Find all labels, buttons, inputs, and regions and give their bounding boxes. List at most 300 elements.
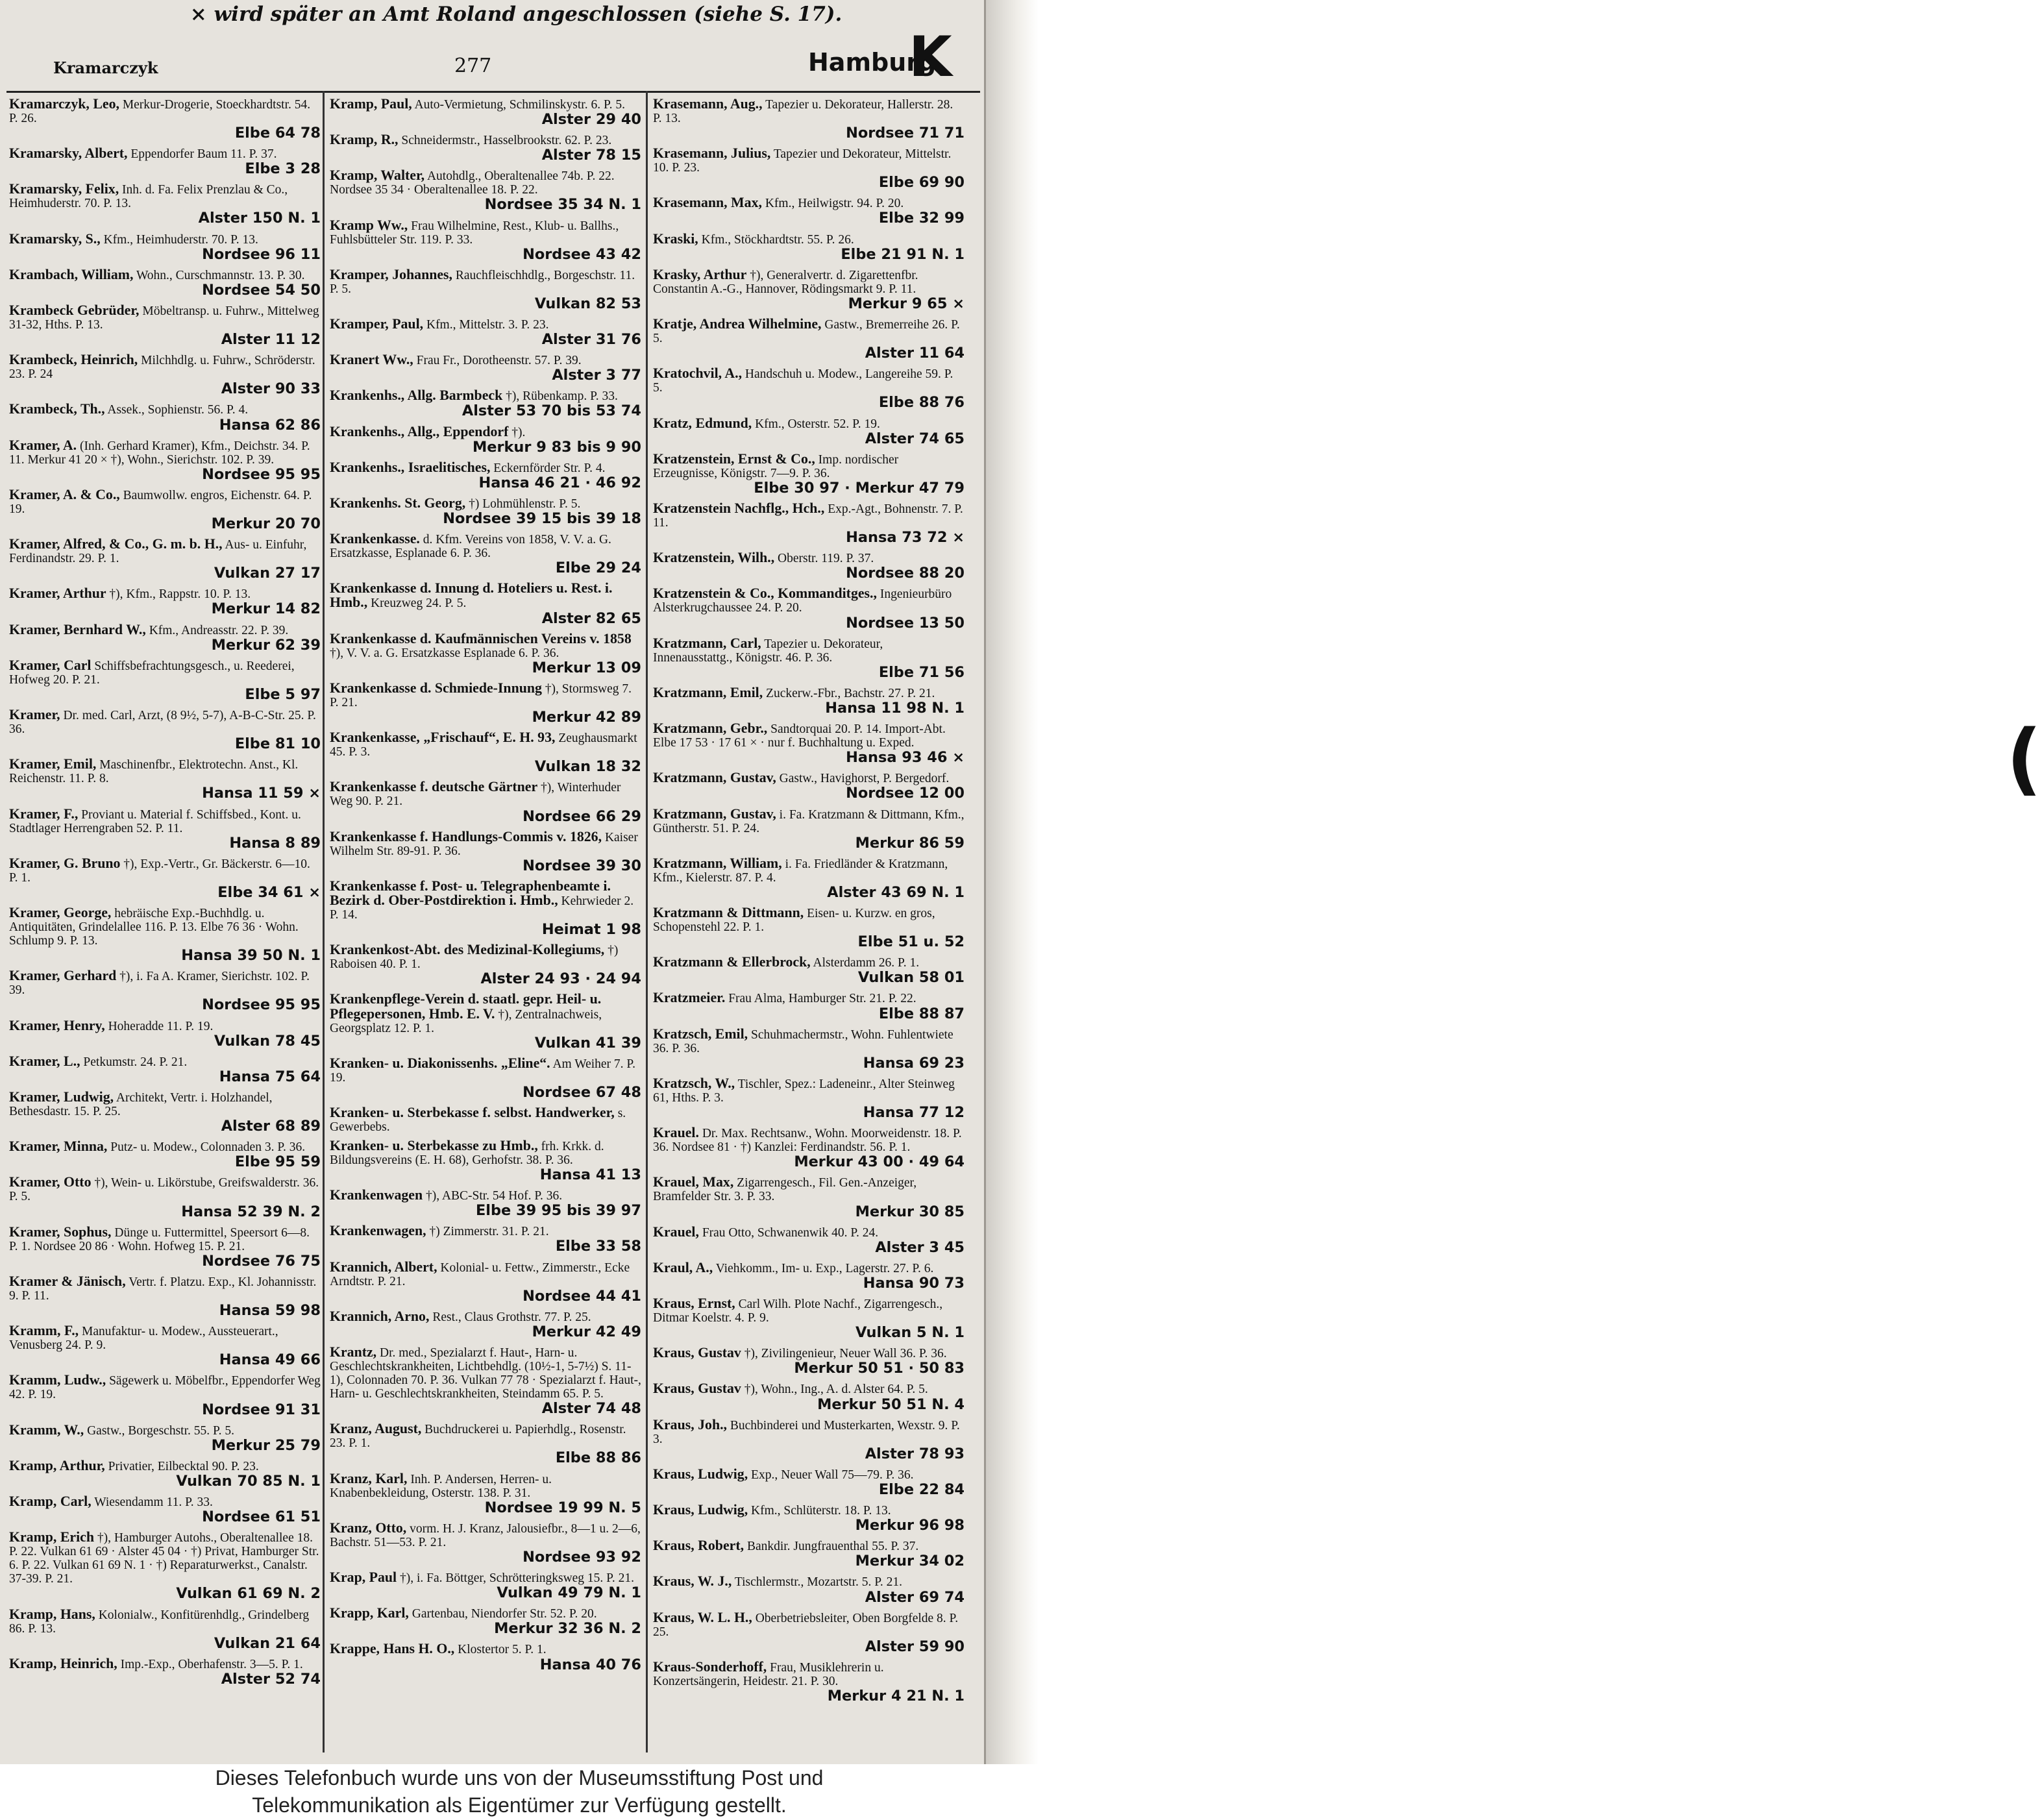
entry-phone-number: Alster 3 45 — [875, 1238, 965, 1256]
entry-name: Kratzenstein & Co., Kommanditges., — [653, 585, 877, 602]
entry-phone-number: Hansa 77 12 — [863, 1104, 965, 1122]
entry-details: †) Raboisen 40. P. 1. — [330, 944, 619, 972]
entry-phone-number: Alster 3 77 — [552, 367, 641, 384]
entry-name: Kratzsch, W., — [653, 1075, 735, 1091]
entry-name: Kramp Ww., — [330, 217, 408, 233]
directory-entry — [652, 1259, 966, 1294]
entry-details: Auto-Vermietung, Schmilinskystr. 6. P. 5. — [414, 97, 626, 112]
entry-details: Viehkomm., Im- u. Exp., Lagerstr. 27. P. 6. — [715, 1261, 934, 1275]
entry-details: Gastw., Borgeschstr. 55. P. 5. — [87, 1423, 235, 1438]
entry-name: Kramer, Henry, — [9, 1017, 105, 1033]
directory-entry — [328, 580, 643, 630]
entry-details: Hoheradde 11. P. 19. — [108, 1019, 214, 1033]
entry-details: †), Generalvertr. d. Zigarettenfbr. Constantin A.-G., Hannover, Rödingsmarkt 9. P. 11. — [653, 268, 918, 296]
entry-phone-number: Alster 52 74 — [221, 1670, 321, 1688]
entry-phone-number: Vulkan 5 N. 1 — [855, 1324, 965, 1342]
entry-name: Kramer, Alfred, & Co., G. m. b. H., — [9, 536, 223, 552]
column-divider — [323, 91, 325, 1752]
page-number: 277 — [454, 55, 492, 77]
entry-name: Kratzmann, Gebr., — [653, 720, 768, 737]
page-edge — [986, 0, 2042, 1764]
directory-entry — [328, 1054, 643, 1103]
entry-phone-number: Nordsee 19 99 N. 5 — [484, 1499, 641, 1516]
entry-phone-number: Hansa 8 89 — [229, 834, 321, 852]
entry-phone-number: Alster 78 93 — [865, 1445, 965, 1462]
entry-details: †), Zentralnachweis, Georgsplatz 12. P. 1. — [330, 1007, 602, 1035]
directory-entry — [328, 1470, 643, 1519]
entry-phone-number: Alster 31 76 — [541, 331, 641, 349]
entry-name: Kramer, Emil, — [9, 756, 97, 772]
entry-phone-number: Hansa 52 39 N. 2 — [181, 1203, 321, 1220]
entry-phone-number: Nordsee 93 92 — [523, 1548, 641, 1566]
directory-entry — [652, 1124, 966, 1173]
entry-phone-number: Alster 29 40 — [541, 110, 641, 128]
entry-name: Krankenkost-Abt. des Medizinal-Kollegiums, — [330, 942, 605, 958]
entry-name: Kramer, A. & Co., — [9, 486, 120, 502]
entry-details: Exp.-Agt., Bohnenstr. 7. P. 11. — [653, 502, 963, 530]
directory-entry — [652, 585, 966, 634]
entry-phone-number: Merkur 25 79 — [211, 1436, 321, 1454]
entry-details: Gastw., Bremerreihe 26. P. 5. — [653, 318, 960, 346]
entry-details: †). — [511, 425, 526, 439]
entry-name: Kratzmann, Emil, — [653, 684, 763, 700]
entry-name: Kramer, Carl — [9, 657, 92, 673]
entry-phone-number: Hansa 11 59 × — [202, 785, 321, 802]
entry-name: Krankenkasse f. Post- u. Telegraphenbeamte i. Bezirk d. Ober-Postdirektion i. Hmb., — [330, 878, 611, 908]
entry-name: Kratje, Andrea Wilhelmine, — [653, 316, 822, 332]
directory-entry — [652, 364, 966, 413]
entry-details: Frau Fr., Dorotheenstr. 57. P. 39. — [416, 354, 582, 368]
entry-name: Krankenwagen, — [330, 1223, 426, 1239]
directory-entry — [8, 1528, 322, 1605]
directory-entry — [328, 1258, 643, 1307]
entry-name: Kramp, Heinrich, — [9, 1655, 117, 1671]
entry-details: Am Weiher 7. P. 19. — [330, 1057, 635, 1085]
entry-phone-number: Nordsee 71 71 — [846, 125, 965, 142]
entry-phone-number: Elbe 34 61 × — [217, 883, 321, 901]
entry-name: Kramp, Erich — [9, 1529, 94, 1545]
entry-name: Kramer, Ludwig, — [9, 1088, 114, 1105]
entry-name: Kranert Ww., — [330, 352, 413, 368]
directory-entry — [652, 719, 966, 769]
directory-entry — [652, 265, 966, 315]
entry-details: Dr. med. Carl, Arzt, (8 9½, 5-7), A-B-C-Str. 25. P. 36. — [9, 709, 316, 737]
directory-entry — [328, 458, 643, 494]
entry-details: Schuhmachermstr., Wohn. Fuhlentwiete 36. P. 36. — [653, 1027, 953, 1055]
entry-details: Zuckerw.-Fbr., Bachstr. 27. P. 21. — [766, 686, 935, 700]
entry-name: Kramm, F., — [9, 1323, 79, 1339]
entry-details: †), Winterhuder Weg 90. P. 21. — [330, 781, 621, 809]
entry-details: †), Wohn., Ing., A. d. Alster 64. P. 5. — [744, 1383, 928, 1397]
entry-details: hebräische Exp.-Buchhdlg. u. Antiquitäten, Grindelallee 116. P. 13. Elbe 76 36 · Wohn. Schlump 9. P. 13. — [9, 907, 299, 948]
entry-details: Alsterdamm 26. P. 1. — [813, 956, 920, 970]
entry-name: Kramer, Bernhard W., — [9, 621, 146, 637]
entry-name: Kranken- u. Diakonissenhs. „Eline“. — [330, 1055, 550, 1071]
entry-phone-number: Alster 53 70 bis 53 74 — [461, 402, 641, 420]
entry-details: †), i. Fa A. Kramer, Sierichstr. 102. P. 39. — [9, 970, 310, 998]
entry-details: †), Zivilingenieur, Neuer Wall 36. P. 36. — [744, 1347, 947, 1361]
entry-phone-number: Merkur 50 51 N. 4 — [817, 1396, 965, 1413]
entry-name: Kramper, Johannes, — [330, 266, 452, 282]
directory-entry — [328, 166, 643, 215]
entry-details: Tapezier u. Dekorateur, Hallerstr. 28. P. 13. — [653, 97, 953, 125]
entry-phone-number: Vulkan 49 79 N. 1 — [497, 1584, 641, 1602]
directory-entry — [8, 585, 322, 621]
entry-phone-number: Alster 150 N. 1 — [198, 210, 321, 227]
entry-phone-number: Merkur 42 89 — [532, 709, 641, 726]
entry-name: Krankenpflege-Verein d. staatl. gepr. Heil- u. Pflegepersonen, Hmb. E. V. — [330, 991, 602, 1022]
entry-phone-number: Hansa 59 98 — [219, 1302, 321, 1320]
entry-name: Kramm, W., — [9, 1421, 84, 1438]
footer-notice — [0, 1764, 1039, 1820]
entry-phone-number: Merkur 43 00 · 49 64 — [794, 1153, 965, 1171]
directory-entry — [652, 1465, 966, 1501]
entry-phone-number: Merkur 42 49 — [532, 1323, 641, 1340]
entry-name: Krappe, Hans H. O., — [330, 1641, 455, 1657]
entry-details: Zigarrengesch., Fil. Gen.-Anzeiger, Bramfelder Str. 3. P. 33. — [653, 1176, 917, 1204]
entry-phone-number: Nordsee 88 20 — [846, 565, 965, 582]
entry-phone-number: Merkur 13 09 — [532, 659, 641, 676]
entry-details: i. Fa. Kratzmann & Dittmann, Kfm., Güntherstr. 51. P. 24. — [653, 807, 965, 835]
directory-entry — [652, 1573, 966, 1608]
entry-name: Kramer, Otto — [9, 1174, 92, 1190]
directory-entry — [328, 630, 643, 679]
entry-details: †), Wein- u. Likörstube, Greifswalderstr. 36. P. 5. — [9, 1176, 319, 1204]
entry-name: Krauel. — [653, 1125, 699, 1141]
entry-phone-number: Merkur 86 59 — [855, 834, 965, 852]
directory-entry — [652, 953, 966, 989]
entry-details: Kfm., Stöckhardtstr. 55. P. 26. — [701, 232, 854, 247]
entry-details: s. Gewerbebs. — [330, 1107, 626, 1135]
directory-entry — [8, 706, 322, 755]
entry-name: Krankenhs. St. Georg, — [330, 495, 466, 511]
entry-name: Krapp, Karl, — [330, 1605, 409, 1621]
directory-entry — [8, 1137, 322, 1173]
directory-entry — [328, 387, 643, 423]
entry-name: Krankenhs., Allg., Eppendorf — [330, 423, 509, 439]
entry-name: Krankenkasse d. Innung d. Hoteliers u. Rest. i. Hmb., — [330, 580, 613, 611]
directory-entry — [8, 1492, 322, 1528]
directory-entry — [8, 1421, 322, 1457]
header-rule — [6, 91, 980, 93]
entry-details: Vertr. f. Platzu. Exp., Kl. Johannisstr. 9. P. 11. — [9, 1275, 317, 1303]
directory-entry — [8, 180, 322, 229]
entry-phone-number: Merkur 4 21 N. 1 — [827, 1688, 965, 1705]
entry-name: Krankenkasse, „Frischauf“, E. H. 93, — [330, 730, 556, 746]
entry-name: Kramer, Sophus, — [9, 1224, 112, 1240]
entry-details: Schiffsbefrachtungsgesch., u. Reederei, Hofweg 20. P. 21. — [9, 659, 295, 687]
directory-entry — [652, 904, 966, 953]
entry-name: Krankenkasse f. Handlungs-Commis v. 1826, — [330, 828, 602, 844]
footer-line-2: Telekommunikation als Eigentümer zur Verfügung gestellt. — [252, 1793, 787, 1817]
entry-name: Kranz, August, — [330, 1421, 422, 1437]
directory-entry — [8, 350, 322, 400]
directory-entry — [8, 230, 322, 265]
entry-details: Manufaktur- u. Modew., Aussteuerart., Venusberg 24. P. 9. — [9, 1325, 278, 1353]
directory-entry — [328, 1222, 643, 1257]
directory-entry — [8, 621, 322, 656]
entry-phone-number: Hansa 93 46 × — [846, 749, 965, 767]
directory-entry — [328, 778, 643, 828]
entry-details: Imp.-Exp., Oberhafenstr. 3—5. P. 1. — [120, 1657, 303, 1671]
entry-details: frh. Krkk. d. Bildungsvereins (E. H. 68), Gerhofstr. 38. P. 36. — [330, 1139, 604, 1167]
entry-details: Eppendorfer Baum 11. P. 37. — [130, 147, 277, 162]
entry-name: Kramper, Paul, — [330, 316, 424, 332]
entry-name: Krannich, Albert, — [330, 1259, 437, 1275]
entry-phone-number: Vulkan 21 64 — [214, 1634, 321, 1652]
entry-details: Tischler, Spez.: Ladeneinr., Alter Steinweg 61, Hths. P. 3. — [653, 1077, 955, 1105]
entry-phone-number: Nordsee 44 41 — [523, 1287, 641, 1305]
entry-name: Kraus-Sonderhoff, — [653, 1658, 767, 1675]
directory-entry — [328, 530, 643, 579]
entry-phone-number: Vulkan 41 39 — [534, 1034, 641, 1051]
entry-phone-number: Hansa 40 76 — [539, 1656, 641, 1673]
entry-name: Kratzmann, William, — [653, 855, 782, 871]
entry-details: Tapezier und Dekorateur, Mittelstr. 10. P. 23. — [653, 147, 952, 175]
directory-entry — [328, 315, 643, 350]
entry-details: Inh. P. Andersen, Herren- u. Knabenbekleidung, Osterstr. 138. P. 31. — [330, 1472, 552, 1500]
entry-phone-number: Merkur 50 51 · 50 83 — [794, 1360, 965, 1377]
entry-name: Kraus, W. J., — [653, 1573, 732, 1590]
entry-phone-number: Vulkan 18 32 — [534, 758, 641, 776]
entry-details: Oberstr. 119. P. 37. — [778, 552, 874, 566]
entry-name: Krasemann, Aug., — [653, 95, 763, 112]
entry-phone-number: Alster 43 69 N. 1 — [827, 883, 965, 901]
entry-details: Kfm., Heilwigstr. 94. P. 20. — [765, 197, 904, 211]
directory-entry — [8, 144, 322, 180]
directory-entry — [328, 1568, 643, 1604]
entry-phone-number: Alster 78 15 — [541, 147, 641, 164]
entry-phone-number: Elbe 95 59 — [234, 1153, 321, 1171]
entry-name: Krauel, — [653, 1224, 699, 1240]
entry-phone-number: Merkur 96 98 — [855, 1517, 965, 1534]
directory-entry — [328, 1103, 643, 1137]
entry-details: Carl Wilh. Plote Nachf., Zigarrengesch., Ditmar Koelstr. 4. P. 9. — [653, 1297, 943, 1325]
entry-name: Kramer, Gerhard — [9, 968, 117, 984]
entry-details: Exp., Neuer Wall 75—79. P. 36. — [751, 1468, 914, 1482]
directory-entry — [328, 130, 643, 166]
directory-entry — [328, 679, 643, 728]
directory-column-3 — [652, 95, 966, 1707]
entry-phone-number: Hansa 39 50 N. 1 — [181, 947, 321, 965]
entry-name: Kranz, Otto, — [330, 1519, 407, 1536]
directory-entry — [8, 400, 322, 436]
entry-phone-number: Nordsee 66 29 — [523, 807, 641, 825]
directory-entry — [652, 194, 966, 230]
entry-name: Krambach, William, — [9, 266, 134, 282]
directory-entry — [8, 966, 322, 1016]
entry-phone-number: Hansa 46 21 · 46 92 — [478, 474, 641, 491]
directory-entry — [328, 828, 643, 877]
entry-name: Kramp, Arthur, — [9, 1457, 105, 1473]
entry-phone-number: Elbe 71 56 — [878, 663, 965, 681]
entry-phone-number: Nordsee 91 31 — [202, 1401, 321, 1418]
entry-details: Aus- u. Einfuhr, Ferdinandstr. 29. P. 1. — [9, 538, 307, 566]
entry-details: Milchhdlg. u. Fuhrw., Schröderstr. 23. P. 24 — [9, 354, 315, 382]
section-letter: K — [909, 25, 952, 90]
entry-name: Kratzmann, Carl, — [653, 635, 761, 651]
entry-phone-number: Alster 90 33 — [221, 380, 321, 398]
entry-details: Buchbinderei und Musterkarten, Wexstr. 9. P. 3. — [653, 1418, 960, 1446]
directory-entry — [328, 95, 643, 130]
entry-phone-number: Elbe 64 78 — [234, 125, 321, 142]
entry-details: Kfm., Heimhuderstr. 70. P. 13. — [103, 232, 258, 247]
entry-details: Assek., Sophienstr. 56. P. 4. — [107, 403, 249, 417]
directory-entry — [652, 769, 966, 804]
entry-details: Eckernförder Str. P. 4. — [493, 461, 606, 475]
directory-entry — [328, 990, 643, 1054]
entry-name: Kratzmann, Gustav, — [653, 805, 776, 822]
entry-name: Krankenhs., Allg. Barmbeck — [330, 387, 503, 404]
directory-entry — [8, 1371, 322, 1421]
entry-details: Wohn., Curschmannstr. 13. P. 30. — [136, 268, 305, 282]
directory-entry — [652, 414, 966, 450]
directory-column-1 — [8, 95, 322, 1690]
entry-details: Schneidermstr., Hasselbrookstr. 62. P. 23. — [401, 134, 612, 148]
directory-entry — [328, 1604, 643, 1640]
entry-details: Tischlermstr., Mozartstr. 5. P. 21. — [734, 1575, 903, 1590]
entry-phone-number: Nordsee 95 95 — [202, 996, 321, 1014]
entry-name: Kramer, G. Bruno — [9, 855, 121, 871]
entry-details: †), Exp.-Vertr., Gr. Bäckerstr. 6—10. P. 1. — [9, 857, 310, 885]
entry-phone-number: Elbe 88 86 — [555, 1449, 641, 1467]
entry-phone-number: Nordsee 39 30 — [523, 857, 641, 874]
entry-phone-number: Elbe 32 99 — [878, 210, 965, 227]
entry-name: Kraus, Robert, — [653, 1538, 744, 1554]
entry-name: Kramer, — [9, 707, 60, 723]
entry-phone-number: Vulkan 27 17 — [214, 565, 321, 582]
directory-entry — [8, 904, 322, 966]
entry-name: Krap, Paul — [330, 1569, 397, 1586]
entry-phone-number: Elbe 88 76 — [878, 394, 965, 412]
entry-details: Architekt, Vertr. i. Holzhandel, Bethesdastr. 15. P. 25. — [9, 1090, 273, 1119]
entry-details: Merkur-Drogerie, Stoeckhardtstr. 54. P. 26. — [9, 97, 311, 125]
directory-entry — [328, 877, 643, 941]
directory-entry — [652, 315, 966, 364]
entry-details: Kreuzweg 24. P. 5. — [371, 596, 467, 611]
directory-page — [0, 0, 986, 1764]
entry-name: Kratochvil, A., — [653, 365, 743, 382]
exchange-notice: × wird später an Amt Roland angeschlossen (siehe S. 17). — [190, 3, 843, 26]
directory-entry — [328, 1343, 643, 1420]
entry-details: vorm. H. J. Kranz, Jalousiefbr., 8—1 u. 2—6, Bachstr. 51—53. P. 21. — [330, 1521, 641, 1549]
entry-name: Kramarsky, Albert, — [9, 145, 128, 162]
entry-name: Kramarczyk, Leo, — [9, 95, 119, 112]
directory-entry — [328, 216, 643, 265]
directory-entry — [652, 805, 966, 854]
entry-phone-number: Hansa 69 23 — [863, 1054, 965, 1072]
directory-entry — [8, 265, 322, 301]
entry-details: Kfm., Schlüterstr. 18. P. 13. — [751, 1504, 891, 1518]
entry-details: †), Kfm., Rappstr. 10. P. 13. — [109, 587, 251, 602]
entry-phone-number: Nordsee 35 34 N. 1 — [484, 196, 641, 214]
entry-name: Kramp, R., — [330, 132, 399, 148]
entry-name: Kraus, Gustav — [653, 1381, 741, 1397]
entry-name: Krankenwagen — [330, 1187, 423, 1203]
entry-name: Kraus, Ludwig, — [653, 1502, 748, 1518]
entry-details: Oberbetriebsleiter, Oben Borgfelde 8. P. 25. — [653, 1611, 959, 1639]
entry-details: Imp. nordischer Erzeugnisse, Königstr. 7—9. P. 36. — [653, 452, 899, 480]
directory-entry — [328, 494, 643, 530]
entry-phone-number: Nordsee 54 50 — [202, 281, 321, 299]
entry-phone-number: Alster 24 93 · 24 94 — [480, 970, 641, 988]
entry-details: Rest., Claus Grothstr. 77. P. 25. — [432, 1310, 591, 1324]
entry-details: Buchdruckerei u. Papierhdlg., Rosenstr. 23. P. 1. — [330, 1423, 626, 1451]
entry-details: Eisen- u. Kurzw. en gros, Schopenstehl 22. P. 1. — [653, 907, 935, 935]
entry-name: Kratzenstein Nachflg., Hch., — [653, 500, 825, 516]
entry-phone-number: Nordsee 95 95 — [202, 465, 321, 483]
entry-phone-number: Merkur 32 36 N. 2 — [494, 1620, 641, 1638]
entry-phone-number: Merkur 30 85 — [855, 1203, 965, 1220]
directory-entry — [8, 1223, 322, 1272]
directory-entry — [8, 1088, 322, 1137]
directory-entry — [8, 805, 322, 854]
entry-name: Krantz, — [330, 1344, 377, 1360]
entry-details: Rauchfleischhdlg., Borgeschstr. 11. P. 5. — [330, 268, 635, 296]
entry-details: Kaiser Wilhelm Str. 89-91. P. 36. — [330, 830, 638, 858]
entry-phone-number: Nordsee 96 11 — [202, 245, 321, 263]
entry-name: Krauel, Max, — [653, 1174, 734, 1190]
entry-name: Kramer & Jänisch, — [9, 1273, 126, 1289]
entry-name: Kraus, Gustav — [653, 1345, 741, 1361]
entry-details: Wiesendamm 11. P. 33. — [94, 1495, 213, 1510]
entry-details: Maschinenfbr., Elektrotechn. Anst., Kl. Reichenstr. 11. P. 8. — [9, 758, 299, 786]
directory-entry — [652, 1344, 966, 1379]
entry-phone-number: Vulkan 61 69 N. 2 — [176, 1585, 321, 1603]
directory-entry — [8, 854, 322, 904]
entry-phone-number: Merkur 20 70 — [211, 515, 321, 533]
entry-details: Sandtorquai 20. P. 14. Import-Abt. Elbe 17 53 · 17 61 × · nur f. Buchhaltung u. Exped. — [653, 722, 946, 750]
running-head: Kramarczyk — [53, 58, 158, 77]
directory-entry — [8, 1272, 322, 1322]
entry-name: Kraski, — [653, 230, 698, 247]
entry-name: Kraul, A., — [653, 1259, 713, 1275]
entry-details: Handschuh u. Modew., Langereihe 59. P. 5. — [653, 367, 953, 395]
entry-phone-number: Nordsee 67 48 — [523, 1083, 641, 1101]
entry-details: Gartenbau, Niendorfer Str. 52. P. 20. — [412, 1607, 597, 1621]
entry-name: Kramer, A. — [9, 437, 77, 453]
directory-entry — [328, 1186, 643, 1222]
entry-phone-number: Alster 11 64 — [865, 345, 965, 362]
directory-entry — [652, 95, 966, 144]
entry-details: Möbeltransp. u. Fuhrw., Mittelweg 31-32, Hths. P. 13. — [9, 304, 319, 332]
directory-entry — [652, 1658, 966, 1707]
directory-entry — [652, 548, 966, 584]
entry-phone-number: Alster 68 89 — [221, 1118, 321, 1135]
entry-phone-number: Nordsee 12 00 — [846, 785, 965, 802]
entry-name: Krasemann, Julius, — [653, 145, 771, 162]
directory-entry — [652, 1074, 966, 1124]
entry-name: Krambeck Gebrüder, — [9, 302, 140, 318]
entry-phone-number: Hansa 75 64 — [219, 1068, 321, 1085]
directory-entry — [328, 423, 643, 458]
entry-name: Kramer, Minna, — [9, 1138, 108, 1155]
entry-phone-number: Heimat 1 98 — [541, 921, 641, 939]
directory-entry — [8, 95, 322, 144]
entry-details: Kfm., Andreasstr. 22. P. 39. — [149, 623, 289, 637]
entry-phone-number: Alster 74 65 — [865, 430, 965, 447]
directory-entry — [328, 941, 643, 990]
directory-entry — [652, 1294, 966, 1344]
entry-name: Kramer, L., — [9, 1053, 80, 1069]
entry-phone-number: Elbe 29 24 — [555, 560, 641, 577]
directory-entry — [328, 1307, 643, 1343]
directory-entry — [652, 683, 966, 719]
entry-details: Gastw., Havighorst, P. Bergedorf. — [779, 772, 950, 786]
entry-phone-number: Elbe 81 10 — [234, 735, 321, 753]
directory-entry — [652, 144, 966, 193]
directory-entry — [652, 1380, 966, 1416]
